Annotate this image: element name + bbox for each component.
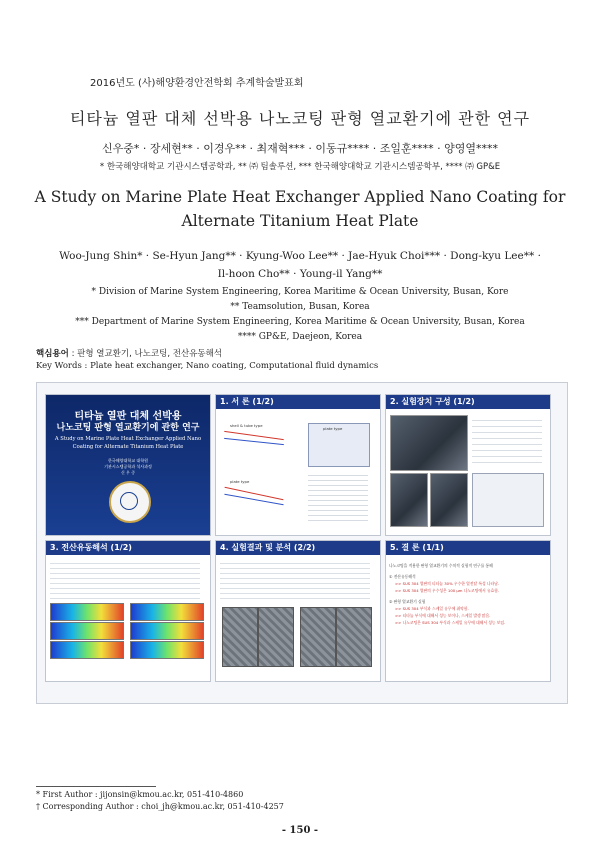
paper-title-english-line1: A Study on Marine Plate Heat Exchanger Applied Nano Coating for (34, 188, 566, 206)
footnote-first-author: * First Author : jijonsin@kmou.ac.kr, 051-410-4860 (36, 790, 244, 799)
plate-photo-4 (336, 607, 372, 667)
plate-photo-2 (258, 607, 294, 667)
slide-title-presenter: 신 우 중 (120, 470, 136, 475)
slide-experimental-setup (385, 394, 551, 536)
plate-type-label: plate type (230, 479, 250, 484)
authors-korean: 신우중* · 장세현** · 이경우** · 최재혁*** · 이동규**** · 조일훈**** · 양영열**** (101, 142, 499, 155)
slide-cfd-analysis (45, 540, 211, 682)
keywords-korean-text: : 판형 열교환기, 나노코팅, 전산유동해석 (71, 349, 223, 359)
keywords-korean-label: 핵심용어 (36, 349, 69, 359)
footnote-corresponding-author: † Corresponding Author : choi_jh@kmou.ac.kr, 051-410-4257 (36, 802, 284, 811)
conclusion-line-3: >> SUS 304 열판의 티타늄 30% 우수한 열전달 특성 나타남. (395, 581, 500, 586)
paper-title-english-line2: Alternate Titanium Heat Plate (181, 212, 419, 230)
setup-schematic (472, 473, 544, 527)
affiliation-english-3: *** Department of Marine System Engineering, Korea Maritime & Ocean University, Busan, Korea (75, 317, 525, 327)
page-number: - 150 - (281, 825, 319, 836)
slide-title (45, 394, 211, 536)
footnote-rule (36, 786, 156, 787)
cfd-contour-right-3 (130, 641, 204, 659)
shell-tube-label: shell & tube type (230, 423, 263, 428)
affiliation-english-2: ** Teamsolution, Busan, Korea (230, 302, 370, 312)
experiment-photo-2 (390, 473, 428, 527)
slide-results-body (216, 555, 380, 681)
keywords-english-text: : Plate heat exchanger, Nano coating, Computational fluid dynamics (84, 361, 379, 371)
slide-results (215, 540, 381, 682)
slide-experimental-setup-body (386, 409, 550, 535)
slide-title-en-1: A Study on Marine Plate Heat Exchanger Applied Nano (54, 436, 202, 442)
slide-results-heading: 4. 실험결과 및 분석 (2/2) (216, 541, 380, 555)
cfd-contour-left-2 (50, 622, 124, 640)
affiliation-english-1: * Division of Marine System Engineering, Korea Maritime & Ocean University, Busan, Kore (91, 287, 509, 297)
authors-english-line1: Woo-Jung Shin* · Se-Hyun Jang** · Kyung-Woo Lee** · Jae-Hyuk Choi*** · Dong-kyu Lee** · (59, 250, 541, 262)
conference-header: 2016년도 (사)해양환경안전학회 추계학술발표회 (90, 78, 304, 89)
keywords-english-label: Key Words (36, 361, 82, 371)
keywords-english (36, 361, 378, 371)
results-text-block (220, 559, 370, 603)
slide-introduction-heading: 1. 서 론 (1/2) (216, 395, 380, 409)
intro-text-block (308, 471, 368, 521)
heat-exchanger-diagram (308, 423, 370, 467)
affiliations-korean: * 한국해양대학교 기관시스템공학과, ** ㈜ 팀솔루션, *** 한국해양대학교 기관시스템공학부, **** ㈜ GP&E (99, 162, 501, 172)
keywords-korean (36, 347, 222, 359)
slide-introduction-body (216, 409, 380, 535)
setup-legend-block (472, 415, 542, 467)
slide-cfd-analysis-heading: 3. 전산유동해석 (1/2) (46, 541, 210, 555)
slide-introduction (215, 394, 381, 536)
conclusion-line-8: >> 나노코팅은 SUS 304 부식과 스케일 유무에 대해서 성능 보임. (395, 620, 506, 625)
slide-title-kr-1: 티타늄 열판 대체 선박용 (74, 411, 182, 422)
conclusion-line-5: ② 판형 열교환기 실험 (389, 599, 426, 604)
slide-conclusion-body (386, 555, 550, 681)
cfd-contour-left-3 (50, 641, 124, 659)
conclusion-line-1: 나노코팅을 적용한 판형 열교환기의 수치적 실험적 연구를 통해 (389, 563, 493, 568)
conclusion-line-2: ① 전산유동해석 (389, 574, 416, 579)
slide-title-org-2: 기관시스템공학과 석사과정 (104, 464, 152, 469)
plate-photo-1 (222, 607, 258, 667)
cfd-text-block (50, 559, 200, 599)
conclusion-line-6: >> SUS 304 부식과 스케일 유무에 취약함. (395, 606, 469, 611)
conclusion-line-7: >> 티타늄 부식에 대해서 성능 보이나, 스케일 발생 많음. (395, 613, 491, 618)
slide-cfd-analysis-body (46, 555, 210, 681)
experiment-photo-3 (430, 473, 468, 527)
slide-title-kr-2: 나노코팅 판형 열교환기에 관한 연구 (56, 423, 200, 433)
plate-photo-3 (300, 607, 336, 667)
slide-title-org-1: 한국해양대학교 대학원 (108, 458, 148, 463)
slide-experimental-setup-heading: 2. 실험장치 구성 (1/2) (386, 395, 550, 409)
authors-english-line2: Il-hoon Cho** · Young-il Yang** (217, 268, 383, 280)
paper-title-korean: 티타늄 열판 대체 선박용 나노코팅 판형 열교환기에 관한 연구 (69, 109, 531, 128)
cfd-contour-right-1 (130, 603, 204, 621)
slide-conclusion (385, 540, 551, 682)
slide-title-en-2: Coating for Alternate Titanium Heat Plate (72, 444, 184, 450)
chart-line-blue-2 (224, 494, 283, 505)
conclusion-line-4: >> SUS 304 열판의 우수성은 100 μm 나노코팅에서 유효함. (395, 588, 500, 593)
experiment-photo-1 (390, 415, 468, 471)
slide-conclusion-heading: 5. 결 론 (1/1) (386, 541, 550, 555)
affiliation-english-4: **** GP&E, Daejeon, Korea (237, 332, 363, 342)
cfd-contour-right-2 (130, 622, 204, 640)
cfd-contour-left-1 (50, 603, 124, 621)
plate-type-diagram-label: plate type (323, 426, 343, 431)
university-seal-icon (109, 481, 151, 523)
